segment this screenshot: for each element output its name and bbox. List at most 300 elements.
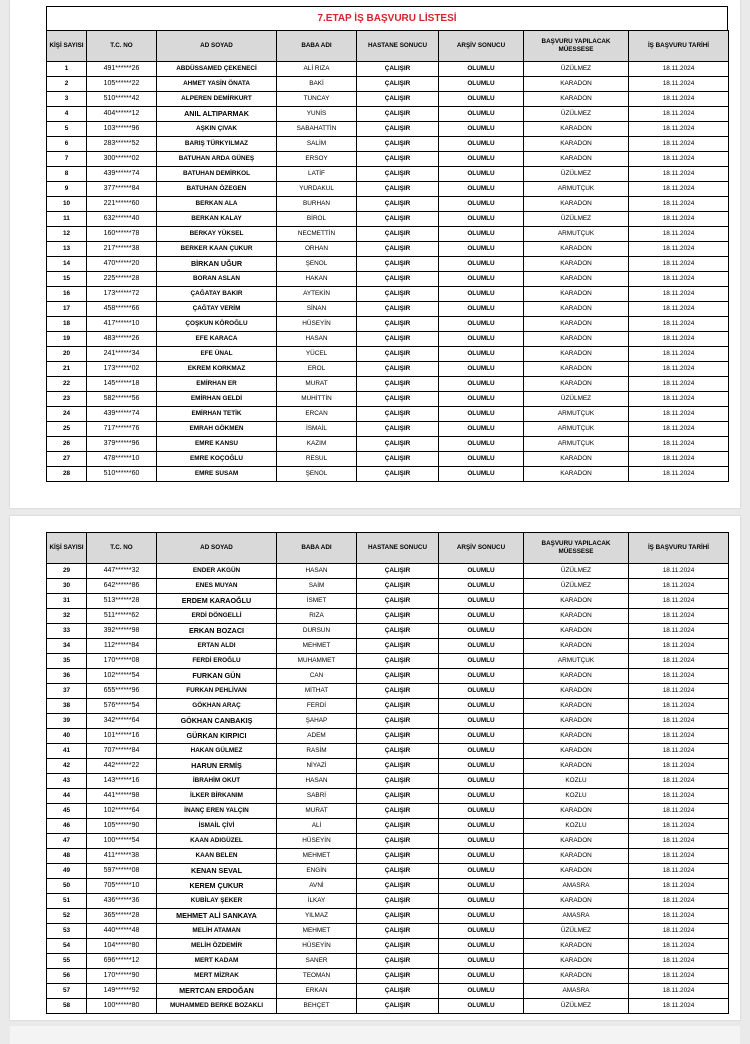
cell-application-date: 18.11.2024 xyxy=(629,684,729,699)
header-tc-no: T.C. NO xyxy=(87,533,157,564)
cell-father-name: SİNAN xyxy=(277,302,357,317)
cell-father-name: FERDİ xyxy=(277,699,357,714)
cell-application-date: 18.11.2024 xyxy=(629,272,729,287)
cell-tc-no: 225******28 xyxy=(87,272,157,287)
table-row xyxy=(47,242,729,257)
cell-father-name: BAKİ xyxy=(277,77,357,92)
cell-full-name: FURKAN PEHLİVAN xyxy=(157,684,277,699)
cell-tc-no: 510******60 xyxy=(87,467,157,482)
cell-full-name: BATUHAN DEMİRKOL xyxy=(157,167,277,182)
cell-application-date: 18.11.2024 xyxy=(629,182,729,197)
cell-institution: ÜZÜLMEZ xyxy=(524,167,629,182)
cell-archive-result: OLUMLU xyxy=(439,984,524,999)
table-row xyxy=(47,377,729,392)
cell-father-name: CAN xyxy=(277,669,357,684)
cell-full-name: ALPEREN DEMİRKURT xyxy=(157,92,277,107)
cell-application-date: 18.11.2024 xyxy=(629,894,729,909)
cell-archive-result: OLUMLU xyxy=(439,729,524,744)
cell-full-name: EMRAH GÖKMEN xyxy=(157,422,277,437)
cell-full-name: İLKER BİRKANIM xyxy=(157,789,277,804)
cell-archive-result: OLUMLU xyxy=(439,594,524,609)
table-row xyxy=(47,437,729,452)
table-row xyxy=(47,639,729,654)
cell-institution: KARADON xyxy=(524,152,629,167)
cell-full-name: BERKER KAAN ÇUKUR xyxy=(157,242,277,257)
cell-row-number: 29 xyxy=(47,564,87,579)
header-basvuru-tarihi: İŞ BAŞVURU TARİHİ xyxy=(629,31,729,62)
cell-full-name: KAAN BELEN xyxy=(157,849,277,864)
cell-row-number: 58 xyxy=(47,999,87,1014)
cell-hospital-result: ÇALIŞIR xyxy=(357,774,439,789)
cell-application-date: 18.11.2024 xyxy=(629,804,729,819)
cell-hospital-result: ÇALIŞIR xyxy=(357,579,439,594)
cell-institution: KARADON xyxy=(524,624,629,639)
cell-tc-no: 342******64 xyxy=(87,714,157,729)
cell-institution: KOZLU xyxy=(524,789,629,804)
cell-hospital-result: ÇALIŞIR xyxy=(357,729,439,744)
cell-full-name: GÖKHAN CANBAKIŞ xyxy=(157,714,277,729)
cell-application-date: 18.11.2024 xyxy=(629,62,729,77)
table-row xyxy=(47,609,729,624)
cell-institution: KARADON xyxy=(524,639,629,654)
cell-tc-no: 100******80 xyxy=(87,999,157,1014)
cell-hospital-result: ÇALIŞIR xyxy=(357,864,439,879)
cell-father-name: ADEM xyxy=(277,729,357,744)
cell-tc-no: 149******92 xyxy=(87,984,157,999)
viewer-bottom-strip xyxy=(10,1026,740,1044)
cell-tc-no: 379******96 xyxy=(87,437,157,452)
cell-father-name: ŞENOL xyxy=(277,257,357,272)
cell-archive-result: OLUMLU xyxy=(439,302,524,317)
cell-application-date: 18.11.2024 xyxy=(629,377,729,392)
cell-tc-no: 283******52 xyxy=(87,137,157,152)
cell-full-name: EKREM KORKMAZ xyxy=(157,362,277,377)
cell-application-date: 18.11.2024 xyxy=(629,362,729,377)
cell-father-name: İSMAİL xyxy=(277,422,357,437)
cell-full-name: EMİRHAN GELDİ xyxy=(157,392,277,407)
cell-archive-result: OLUMLU xyxy=(439,819,524,834)
cell-tc-no: 170******90 xyxy=(87,969,157,984)
cell-tc-no: 173******02 xyxy=(87,362,157,377)
cell-father-name: MEHMET xyxy=(277,924,357,939)
cell-hospital-result: ÇALIŞIR xyxy=(357,302,439,317)
header-baba-adi: BABA ADI xyxy=(277,533,357,564)
cell-tc-no: 217******38 xyxy=(87,242,157,257)
cell-full-name: ÇOŞKUN KÖROĞLU xyxy=(157,317,277,332)
cell-full-name: AŞKIN ÇIVAK xyxy=(157,122,277,137)
cell-institution: KARADON xyxy=(524,669,629,684)
cell-archive-result: OLUMLU xyxy=(439,377,524,392)
cell-archive-result: OLUMLU xyxy=(439,122,524,137)
cell-archive-result: OLUMLU xyxy=(439,864,524,879)
cell-full-name: EMRE SUSAM xyxy=(157,467,277,482)
cell-full-name: HARUN ERMİŞ xyxy=(157,759,277,774)
cell-full-name: BİRKAN UĞUR xyxy=(157,257,277,272)
cell-father-name: SABRİ xyxy=(277,789,357,804)
cell-hospital-result: ÇALIŞIR xyxy=(357,879,439,894)
cell-row-number: 49 xyxy=(47,864,87,879)
cell-row-number: 28 xyxy=(47,467,87,482)
cell-father-name: HÜSEYİN xyxy=(277,834,357,849)
cell-institution: ÜZÜLMEZ xyxy=(524,392,629,407)
header-arsiv-sonucu: ARŞİV SONUCU xyxy=(439,533,524,564)
cell-tc-no: 491******26 xyxy=(87,62,157,77)
applicants-table-2 xyxy=(46,532,729,1014)
cell-archive-result: OLUMLU xyxy=(439,77,524,92)
cell-father-name: DURSUN xyxy=(277,624,357,639)
cell-tc-no: 513******28 xyxy=(87,594,157,609)
cell-hospital-result: ÇALIŞIR xyxy=(357,437,439,452)
table-row xyxy=(47,62,729,77)
cell-application-date: 18.11.2024 xyxy=(629,452,729,467)
cell-father-name: KAZIM xyxy=(277,437,357,452)
table-row xyxy=(47,999,729,1014)
cell-hospital-result: ÇALIŞIR xyxy=(357,759,439,774)
cell-hospital-result: ÇALIŞIR xyxy=(357,714,439,729)
table-row xyxy=(47,714,729,729)
cell-tc-no: 160******78 xyxy=(87,227,157,242)
cell-institution: KARADON xyxy=(524,609,629,624)
cell-full-name: MUHAMMED BERKE BOZAKLI xyxy=(157,999,277,1014)
table-row xyxy=(47,564,729,579)
table-row xyxy=(47,654,729,669)
cell-full-name: ERDİ DÖNGELLİ xyxy=(157,609,277,624)
table-body-2 xyxy=(47,564,729,1014)
cell-tc-no: 105******22 xyxy=(87,77,157,92)
cell-hospital-result: ÇALIŞIR xyxy=(357,272,439,287)
cell-institution: ARMUTÇUK xyxy=(524,407,629,422)
cell-archive-result: OLUMLU xyxy=(439,407,524,422)
table-row xyxy=(47,182,729,197)
cell-institution: ÜZÜLMEZ xyxy=(524,999,629,1014)
table-row xyxy=(47,954,729,969)
cell-archive-result: OLUMLU xyxy=(439,362,524,377)
cell-institution: AMASRA xyxy=(524,909,629,924)
cell-institution: KARADON xyxy=(524,699,629,714)
cell-hospital-result: ÇALIŞIR xyxy=(357,422,439,437)
cell-hospital-result: ÇALIŞIR xyxy=(357,699,439,714)
table-row xyxy=(47,272,729,287)
cell-father-name: SANER xyxy=(277,954,357,969)
cell-hospital-result: ÇALIŞIR xyxy=(357,669,439,684)
cell-full-name: EMRE KANSU xyxy=(157,437,277,452)
table-row xyxy=(47,227,729,242)
cell-hospital-result: ÇALIŞIR xyxy=(357,407,439,422)
cell-father-name: RIZA xyxy=(277,609,357,624)
cell-application-date: 18.11.2024 xyxy=(629,984,729,999)
cell-application-date: 18.11.2024 xyxy=(629,437,729,452)
cell-father-name: AVNİ xyxy=(277,879,357,894)
cell-full-name: BERKAY YÜKSEL xyxy=(157,227,277,242)
cell-full-name: BERKAN ALA xyxy=(157,197,277,212)
cell-archive-result: OLUMLU xyxy=(439,924,524,939)
cell-tc-no: 101******16 xyxy=(87,729,157,744)
cell-father-name: BURHAN xyxy=(277,197,357,212)
cell-row-number: 50 xyxy=(47,879,87,894)
cell-institution: KARADON xyxy=(524,362,629,377)
cell-institution: KARADON xyxy=(524,242,629,257)
cell-full-name: BARIŞ TÜRKYILMAZ xyxy=(157,137,277,152)
cell-father-name: NİYAZİ xyxy=(277,759,357,774)
cell-row-number: 18 xyxy=(47,317,87,332)
cell-full-name: EFE KARACA xyxy=(157,332,277,347)
cell-application-date: 18.11.2024 xyxy=(629,609,729,624)
cell-row-number: 15 xyxy=(47,272,87,287)
cell-father-name: AYTEKİN xyxy=(277,287,357,302)
cell-tc-no: 707******84 xyxy=(87,744,157,759)
cell-row-number: 20 xyxy=(47,347,87,362)
cell-hospital-result: ÇALIŞIR xyxy=(357,182,439,197)
cell-full-name: EMRE KOÇOĞLU xyxy=(157,452,277,467)
cell-row-number: 45 xyxy=(47,804,87,819)
cell-institution: KOZLU xyxy=(524,819,629,834)
cell-institution: ÜZÜLMEZ xyxy=(524,107,629,122)
cell-full-name: FERDİ EROĞLU xyxy=(157,654,277,669)
cell-father-name: İSMET xyxy=(277,594,357,609)
cell-full-name: ERTAN ALDI xyxy=(157,639,277,654)
cell-full-name: AHMET YASİN ÖNATA xyxy=(157,77,277,92)
cell-row-number: 42 xyxy=(47,759,87,774)
cell-father-name: MEHMET xyxy=(277,849,357,864)
cell-tc-no: 102******64 xyxy=(87,804,157,819)
cell-father-name: TUNCAY xyxy=(277,92,357,107)
cell-institution: KARADON xyxy=(524,122,629,137)
cell-application-date: 18.11.2024 xyxy=(629,834,729,849)
cell-father-name: SALİM xyxy=(277,137,357,152)
cell-row-number: 52 xyxy=(47,909,87,924)
cell-row-number: 13 xyxy=(47,242,87,257)
cell-row-number: 3 xyxy=(47,92,87,107)
cell-institution: ARMUTÇUK xyxy=(524,422,629,437)
cell-archive-result: OLUMLU xyxy=(439,789,524,804)
table-row xyxy=(47,422,729,437)
cell-application-date: 18.11.2024 xyxy=(629,999,729,1014)
table-row xyxy=(47,819,729,834)
table-header-row xyxy=(47,31,729,62)
table-row xyxy=(47,212,729,227)
cell-father-name: ALİ xyxy=(277,819,357,834)
table-row xyxy=(47,407,729,422)
cell-row-number: 51 xyxy=(47,894,87,909)
cell-hospital-result: ÇALIŞIR xyxy=(357,77,439,92)
cell-archive-result: OLUMLU xyxy=(439,609,524,624)
cell-full-name: GÜRKAN KIRPICI xyxy=(157,729,277,744)
application-list-sheet-2 xyxy=(46,532,728,1014)
cell-tc-no: 632******40 xyxy=(87,212,157,227)
cell-archive-result: OLUMLU xyxy=(439,242,524,257)
cell-row-number: 40 xyxy=(47,729,87,744)
cell-row-number: 37 xyxy=(47,684,87,699)
cell-archive-result: OLUMLU xyxy=(439,894,524,909)
header-ad-soyad: AD SOYAD xyxy=(157,31,277,62)
cell-row-number: 6 xyxy=(47,137,87,152)
cell-father-name: ŞAHAP xyxy=(277,714,357,729)
cell-institution: KARADON xyxy=(524,864,629,879)
cell-father-name: EROL xyxy=(277,362,357,377)
cell-tc-no: 597******08 xyxy=(87,864,157,879)
cell-full-name: İBRAHİM OKUT xyxy=(157,774,277,789)
cell-application-date: 18.11.2024 xyxy=(629,152,729,167)
cell-archive-result: OLUMLU xyxy=(439,909,524,924)
cell-father-name: YUNİS xyxy=(277,107,357,122)
cell-tc-no: 696******12 xyxy=(87,954,157,969)
cell-tc-no: 417******10 xyxy=(87,317,157,332)
table-header-row xyxy=(47,533,729,564)
cell-tc-no: 105******90 xyxy=(87,819,157,834)
cell-hospital-result: ÇALIŞIR xyxy=(357,242,439,257)
cell-hospital-result: ÇALIŞIR xyxy=(357,107,439,122)
cell-application-date: 18.11.2024 xyxy=(629,107,729,122)
cell-tc-no: 478******10 xyxy=(87,452,157,467)
table-row xyxy=(47,744,729,759)
cell-application-date: 18.11.2024 xyxy=(629,594,729,609)
cell-row-number: 30 xyxy=(47,579,87,594)
cell-full-name: ABDÜSSAMED ÇEKENECİ xyxy=(157,62,277,77)
cell-row-number: 26 xyxy=(47,437,87,452)
cell-institution: ARMUTÇUK xyxy=(524,227,629,242)
cell-father-name: NECMETTİN xyxy=(277,227,357,242)
cell-row-number: 2 xyxy=(47,77,87,92)
cell-archive-result: OLUMLU xyxy=(439,287,524,302)
cell-father-name: ERKAN xyxy=(277,984,357,999)
cell-institution: ÜZÜLMEZ xyxy=(524,579,629,594)
cell-full-name: ERKAN BOZACI xyxy=(157,624,277,639)
cell-application-date: 18.11.2024 xyxy=(629,774,729,789)
table-row xyxy=(47,594,729,609)
table-row xyxy=(47,879,729,894)
cell-hospital-result: ÇALIŞIR xyxy=(357,939,439,954)
cell-tc-no: 411******38 xyxy=(87,849,157,864)
cell-row-number: 24 xyxy=(47,407,87,422)
table-row xyxy=(47,362,729,377)
cell-archive-result: OLUMLU xyxy=(439,654,524,669)
cell-father-name: ALİ RIZA xyxy=(277,62,357,77)
cell-tc-no: 439******74 xyxy=(87,407,157,422)
cell-father-name: MEHMET xyxy=(277,639,357,654)
cell-application-date: 18.11.2024 xyxy=(629,714,729,729)
cell-father-name: YÜCEL xyxy=(277,347,357,362)
applicants-table-1 xyxy=(46,30,729,482)
cell-hospital-result: ÇALIŞIR xyxy=(357,92,439,107)
cell-row-number: 25 xyxy=(47,422,87,437)
table-row xyxy=(47,122,729,137)
cell-institution: AMASRA xyxy=(524,984,629,999)
table-row xyxy=(47,729,729,744)
cell-full-name: KEREM ÇUKUR xyxy=(157,879,277,894)
cell-full-name: MEHMET ALİ SANKAYA xyxy=(157,909,277,924)
cell-archive-result: OLUMLU xyxy=(439,999,524,1014)
cell-application-date: 18.11.2024 xyxy=(629,864,729,879)
cell-application-date: 18.11.2024 xyxy=(629,467,729,482)
cell-hospital-result: ÇALIŞIR xyxy=(357,377,439,392)
cell-tc-no: 705******10 xyxy=(87,879,157,894)
cell-application-date: 18.11.2024 xyxy=(629,564,729,579)
cell-application-date: 18.11.2024 xyxy=(629,729,729,744)
header-ad-soyad: AD SOYAD xyxy=(157,533,277,564)
cell-father-name: MURAT xyxy=(277,804,357,819)
cell-hospital-result: ÇALIŞIR xyxy=(357,122,439,137)
table-row xyxy=(47,107,729,122)
cell-institution: ARMUTÇUK xyxy=(524,437,629,452)
cell-application-date: 18.11.2024 xyxy=(629,197,729,212)
cell-archive-result: OLUMLU xyxy=(439,422,524,437)
cell-archive-result: OLUMLU xyxy=(439,969,524,984)
cell-hospital-result: ÇALIŞIR xyxy=(357,819,439,834)
cell-archive-result: OLUMLU xyxy=(439,392,524,407)
cell-full-name: BATUHAN ÖZEGEN xyxy=(157,182,277,197)
cell-hospital-result: ÇALIŞIR xyxy=(357,744,439,759)
cell-archive-result: OLUMLU xyxy=(439,564,524,579)
cell-tc-no: 576******54 xyxy=(87,699,157,714)
table-row xyxy=(47,909,729,924)
table-row xyxy=(47,317,729,332)
cell-archive-result: OLUMLU xyxy=(439,167,524,182)
cell-row-number: 22 xyxy=(47,377,87,392)
table-row xyxy=(47,467,729,482)
cell-hospital-result: ÇALIŞIR xyxy=(357,609,439,624)
cell-archive-result: OLUMLU xyxy=(439,467,524,482)
cell-hospital-result: ÇALIŞIR xyxy=(357,954,439,969)
table-row xyxy=(47,939,729,954)
cell-row-number: 12 xyxy=(47,227,87,242)
cell-tc-no: 392******98 xyxy=(87,624,157,639)
cell-full-name: ÇAĞTAY VERİM xyxy=(157,302,277,317)
cell-archive-result: OLUMLU xyxy=(439,257,524,272)
cell-hospital-result: ÇALIŞIR xyxy=(357,564,439,579)
cell-archive-result: OLUMLU xyxy=(439,834,524,849)
table-row xyxy=(47,984,729,999)
cell-application-date: 18.11.2024 xyxy=(629,639,729,654)
cell-tc-no: 241******34 xyxy=(87,347,157,362)
table-row xyxy=(47,332,729,347)
cell-hospital-result: ÇALIŞIR xyxy=(357,984,439,999)
cell-application-date: 18.11.2024 xyxy=(629,167,729,182)
table-row xyxy=(47,774,729,789)
cell-row-number: 21 xyxy=(47,362,87,377)
header-arsiv-sonucu: ARŞİV SONUCU xyxy=(439,31,524,62)
cell-hospital-result: ÇALIŞIR xyxy=(357,624,439,639)
cell-institution: KARADON xyxy=(524,347,629,362)
cell-tc-no: 145******18 xyxy=(87,377,157,392)
cell-full-name: FURKAN GÜN xyxy=(157,669,277,684)
cell-tc-no: 582******56 xyxy=(87,392,157,407)
cell-hospital-result: ÇALIŞIR xyxy=(357,227,439,242)
cell-full-name: KAAN ADIGÜZEL xyxy=(157,834,277,849)
cell-hospital-result: ÇALIŞIR xyxy=(357,639,439,654)
cell-hospital-result: ÇALIŞIR xyxy=(357,467,439,482)
application-list-sheet-1 xyxy=(46,6,728,482)
cell-row-number: 7 xyxy=(47,152,87,167)
cell-archive-result: OLUMLU xyxy=(439,684,524,699)
cell-archive-result: OLUMLU xyxy=(439,744,524,759)
cell-archive-result: OLUMLU xyxy=(439,939,524,954)
cell-hospital-result: ÇALIŞIR xyxy=(357,894,439,909)
cell-application-date: 18.11.2024 xyxy=(629,954,729,969)
cell-full-name: MERTCAN ERDOĞAN xyxy=(157,984,277,999)
cell-institution: KARADON xyxy=(524,714,629,729)
table-row xyxy=(47,167,729,182)
cell-hospital-result: ÇALIŞIR xyxy=(357,969,439,984)
cell-hospital-result: ÇALIŞIR xyxy=(357,392,439,407)
table-row xyxy=(47,849,729,864)
cell-hospital-result: ÇALIŞIR xyxy=(357,849,439,864)
cell-application-date: 18.11.2024 xyxy=(629,392,729,407)
cell-father-name: ENGİN xyxy=(277,864,357,879)
cell-tc-no: 170******08 xyxy=(87,654,157,669)
cell-institution: KARADON xyxy=(524,317,629,332)
cell-full-name: EMİRHAN TETİK xyxy=(157,407,277,422)
cell-row-number: 35 xyxy=(47,654,87,669)
